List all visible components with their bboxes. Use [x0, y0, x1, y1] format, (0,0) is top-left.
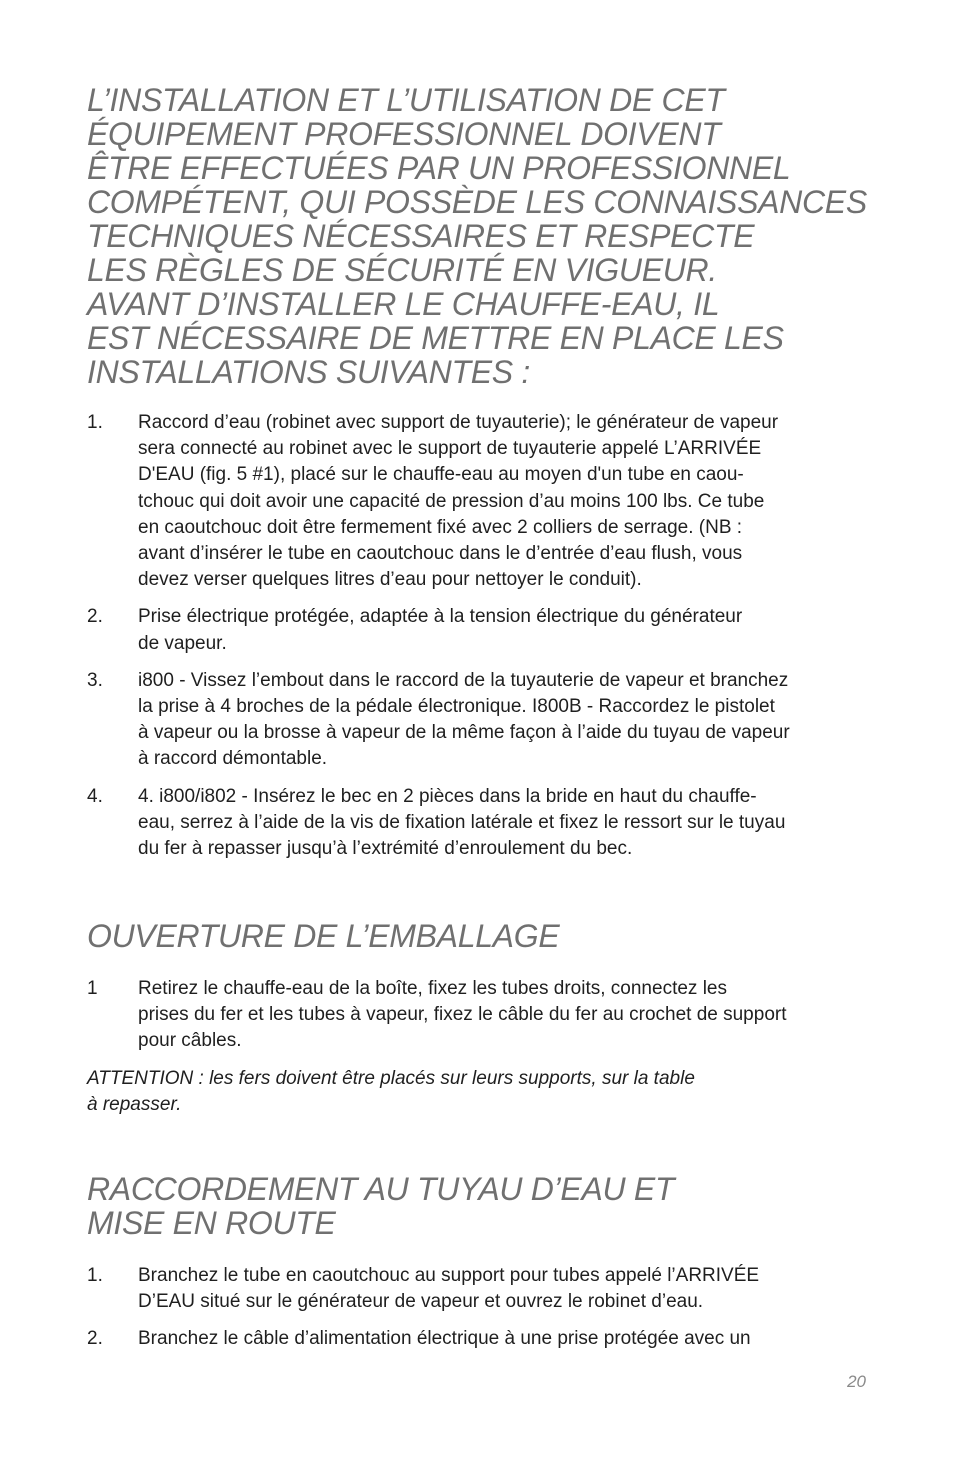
heading-line: ÉQUIPEMENT PROFESSIONNEL DOIVENT	[87, 116, 721, 152]
heading-line: EST NÉCESSAIRE DE METTRE EN PLACE LES	[87, 320, 784, 356]
heading-line: MISE EN ROUTE	[87, 1205, 336, 1241]
note-line: ATTENTION : les fers doivent être placés sur leurs supports, sur la table	[87, 1068, 695, 1089]
text-line: eau, serrez à l’aide de la vis de fixation latérale et fixez le ressort sur le tuyau	[138, 811, 786, 833]
text-line: prises du fer et les tubes à vapeur, fixez le câble du fer au crochet de support	[138, 1004, 787, 1026]
installation-requirements-list	[87, 410, 887, 862]
item-text	[138, 784, 887, 863]
text-line: avant d’insérer le tube en caoutchouc dans le d’entrée d’eau flush, vous	[138, 543, 743, 565]
installation-heading	[87, 83, 907, 389]
item-text	[138, 976, 887, 1055]
water-connection-heading	[87, 1172, 907, 1240]
text-line: devez verser quelques litres d’eau pour nettoyer le conduit).	[138, 569, 642, 591]
list-item	[87, 668, 887, 773]
text-line: pour câbles.	[138, 1030, 242, 1052]
water-connection-list	[87, 1263, 887, 1353]
heading-line: LES RÈGLES DE SÉCURITÉ EN VIGUEUR.	[87, 252, 717, 288]
text-line: Branchez le câble d’alimentation électrique à une prise protégée avec un	[138, 1328, 751, 1350]
item-text	[138, 1263, 887, 1315]
list-item	[87, 784, 887, 863]
heading-line: L’INSTALLATION ET L’UTILISATION DE CET	[87, 82, 725, 118]
text-line: à vapeur ou la brosse à vapeur de la même façon à l’aide du tuyau de vapeur	[138, 722, 790, 744]
list-item	[87, 1326, 887, 1352]
list-item	[87, 410, 887, 593]
text-line: sera connecté au robinet avec le support de tuyauterie appelé L’ARRIVÉE	[138, 438, 762, 460]
item-number: 2.	[87, 606, 103, 628]
heading-line: TECHNIQUES NÉCESSAIRES ET RESPECTE	[87, 218, 755, 254]
text-line: de vapeur.	[138, 632, 227, 654]
item-number: 3.	[87, 669, 103, 691]
item-number: 1.	[87, 412, 103, 433]
attention-note	[87, 1066, 847, 1118]
text-line: Branchez le tube en caoutchouc au support pour tubes appelé l’ARRIVÉE	[138, 1265, 760, 1286]
text-line: Raccord d’eau (robinet avec support de tuyauterie); le générateur de vapeur	[138, 412, 779, 433]
item-number: 2.	[87, 1328, 103, 1350]
text-line: Prise électrique protégée, adaptée à la tension électrique du générateur	[138, 606, 743, 628]
text-line: du fer à repasser jusqu’à l’extrémité d’enroulement du bec.	[138, 838, 633, 860]
text-line: 4. i800/i802 - Insérez le bec en 2 pièces dans la bride en haut du chauffe-	[138, 785, 757, 807]
text-line: en caoutchouc doit être fermement fixé avec 2 colliers de serrage. (NB :	[138, 516, 743, 538]
heading-line: RACCORDEMENT AU TUYAU D’EAU ET	[87, 1171, 675, 1207]
heading-line: OUVERTURE DE L’EMBALLAGE	[87, 918, 560, 954]
item-text	[138, 604, 887, 656]
text-line: D’EAU situé sur le générateur de vapeur et ouvrez le robinet d’eau.	[138, 1291, 704, 1313]
note-line: à repasser.	[87, 1094, 182, 1116]
text-line: D'EAU (fig. 5 #1), placé sur le chauffe-eau au moyen d'un tube en caou-	[138, 464, 744, 486]
text-line: i800 - Vissez l’embout dans le raccord de la tuyauterie de vapeur et branchez	[138, 669, 789, 691]
heading-line: AVANT D’INSTALLER LE CHAUFFE-EAU, IL	[87, 286, 720, 322]
text-line: la prise à 4 broches de la pédale électronique. I800B - Raccordez le pistolet	[138, 696, 775, 718]
heading-line: COMPÉTENT, QUI POSSÈDE LES CONNAISSANCES	[87, 184, 867, 220]
heading-line: INSTALLATIONS SUIVANTES :	[87, 354, 530, 390]
unpacking-list	[87, 976, 887, 1055]
list-item	[87, 1263, 887, 1315]
text-line: tchouc qui doit avoir une capacité de pression d’au moins 100 lbs. Ce tube	[138, 490, 765, 512]
text-line: Retirez le chauffe-eau de la boîte, fixez les tubes droits, connectez les	[138, 978, 727, 999]
list-item	[87, 604, 887, 656]
item-text	[138, 410, 887, 593]
item-text	[138, 668, 887, 773]
list-item	[87, 976, 887, 1055]
item-number: 1.	[87, 1265, 103, 1286]
page-number: 20	[847, 1372, 866, 1391]
item-number: 4.	[87, 785, 103, 807]
item-number: 1	[87, 978, 98, 999]
heading-line: ÊTRE EFFECTUÉES PAR UN PROFESSIONNEL	[87, 150, 791, 186]
unpacking-heading	[87, 919, 907, 953]
item-text	[138, 1326, 887, 1352]
text-line: à raccord démontable.	[138, 748, 328, 770]
